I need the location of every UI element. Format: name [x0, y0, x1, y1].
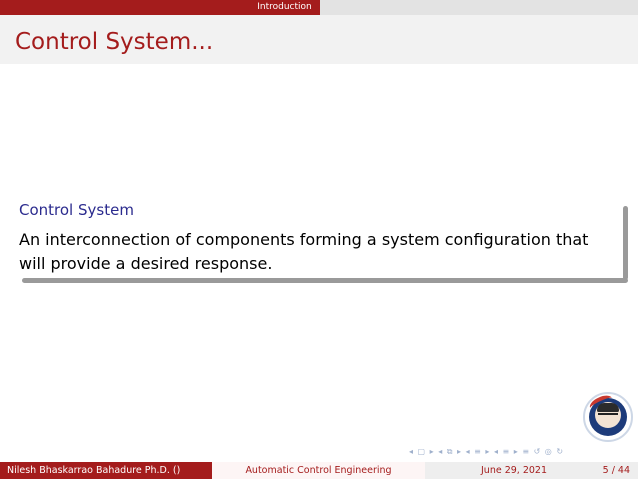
- logo-glasses: [598, 413, 618, 419]
- author-logo: [583, 392, 633, 442]
- footer-course: Automatic Control Engineering: [212, 462, 425, 479]
- block-title: Control System: [19, 201, 134, 219]
- section-tab-introduction[interactable]: Introduction: [249, 0, 320, 15]
- header-bar: [0, 0, 638, 15]
- header-left-band: [0, 0, 249, 15]
- block-body: An interconnection of components forming a system configuration that will provide a desired response.: [19, 230, 589, 273]
- footer-page-number: 5 / 44: [602, 465, 630, 476]
- slide-title: Control System...: [15, 29, 214, 55]
- footer-right: [425, 462, 638, 479]
- footer-bar: [0, 462, 638, 479]
- beamer-navigation-icons[interactable]: ◂ ▢ ▸ ◂ ⧉ ▸ ◂ ≡ ▸ ◂ ≡ ▸ ≡ ↺ ◎ ↻: [409, 447, 565, 456]
- footer-author: Nilesh Bhaskarrao Bahadure Ph.D. (): [0, 462, 212, 479]
- block-shadow: [22, 278, 628, 283]
- block-shadow-right: [623, 206, 628, 280]
- footer-date: June 29, 2021: [481, 465, 548, 476]
